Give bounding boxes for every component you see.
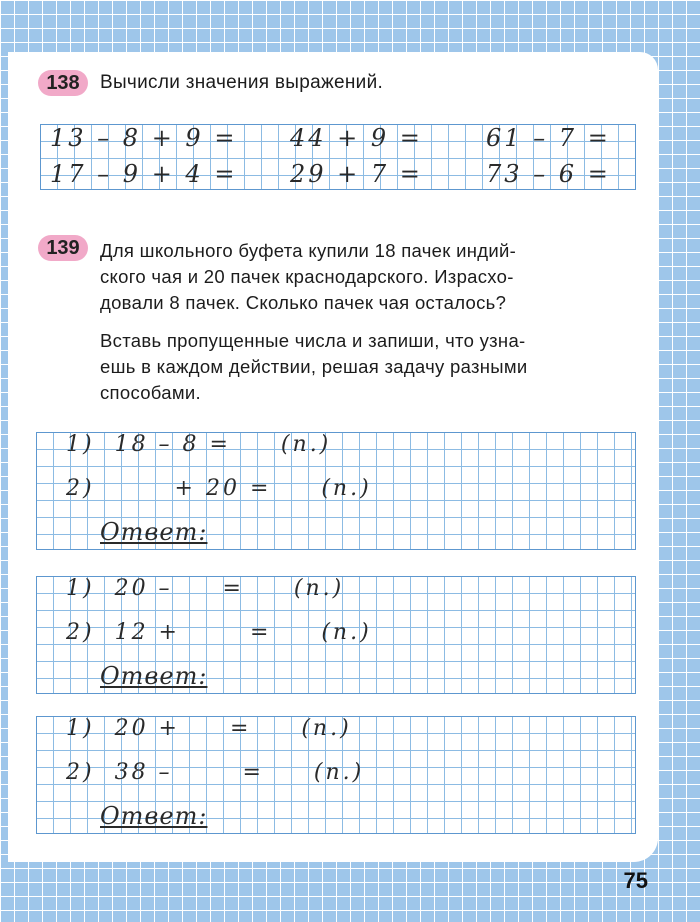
task-139-problem-line-1: Для школьного буфета купили 18 пачек индий- (100, 240, 517, 261)
task-139-problem-line-3: довали 8 пачек. Сколько пачек чая осталось? (100, 292, 507, 313)
task-139-instruction-line-3: способами. (100, 382, 201, 403)
task-139-number-badge: 139 (38, 235, 88, 261)
solution-2-step-1: 1) 20 – = (п.) (66, 576, 345, 601)
task-138-expression-1: 13 – 8 + 9 = (50, 124, 238, 152)
solution-1-answer-label: Ответ: (100, 518, 208, 546)
solution-1-step-2: 2) + 20 = (п.) (66, 476, 372, 501)
textbook-page (8, 52, 658, 862)
task-138-expression-5: 29 + 7 = (290, 160, 423, 188)
page-number: 75 (623, 868, 648, 893)
solution-2-answer-label: Ответ: (100, 662, 208, 690)
task-139-instruction-line-2: ешь в каждом действии, решая задачу разными (100, 356, 528, 377)
task-139-problem-line-2: ского чая и 20 пачек краснодарского. Израсхо- (100, 266, 514, 287)
task-138-expression-6: 73 – 6 = (486, 160, 611, 188)
task-138-expression-3: 61 – 7 = (486, 124, 611, 152)
solution-3-step-2: 2) 38 – = (п.) (66, 760, 365, 785)
task-138-expression-4: 17 – 9 + 4 = (50, 160, 238, 188)
task-138-expression-2: 44 + 9 = (290, 124, 423, 152)
solution-1-step-1: 1) 18 – 8 = (п.) (66, 432, 332, 457)
task-138-number-badge: 138 (38, 70, 88, 96)
solution-3-answer-label: Ответ: (100, 802, 208, 830)
task-139-instruction-line-1: Вставь пропущенные числа и запиши, что узна- (100, 330, 526, 351)
solution-3-step-1: 1) 20 + = (п.) (66, 716, 352, 741)
solution-2-step-2: 2) 12 + = (п.) (66, 620, 372, 645)
task-138-title: Вычисли значения выражений. (100, 72, 384, 93)
